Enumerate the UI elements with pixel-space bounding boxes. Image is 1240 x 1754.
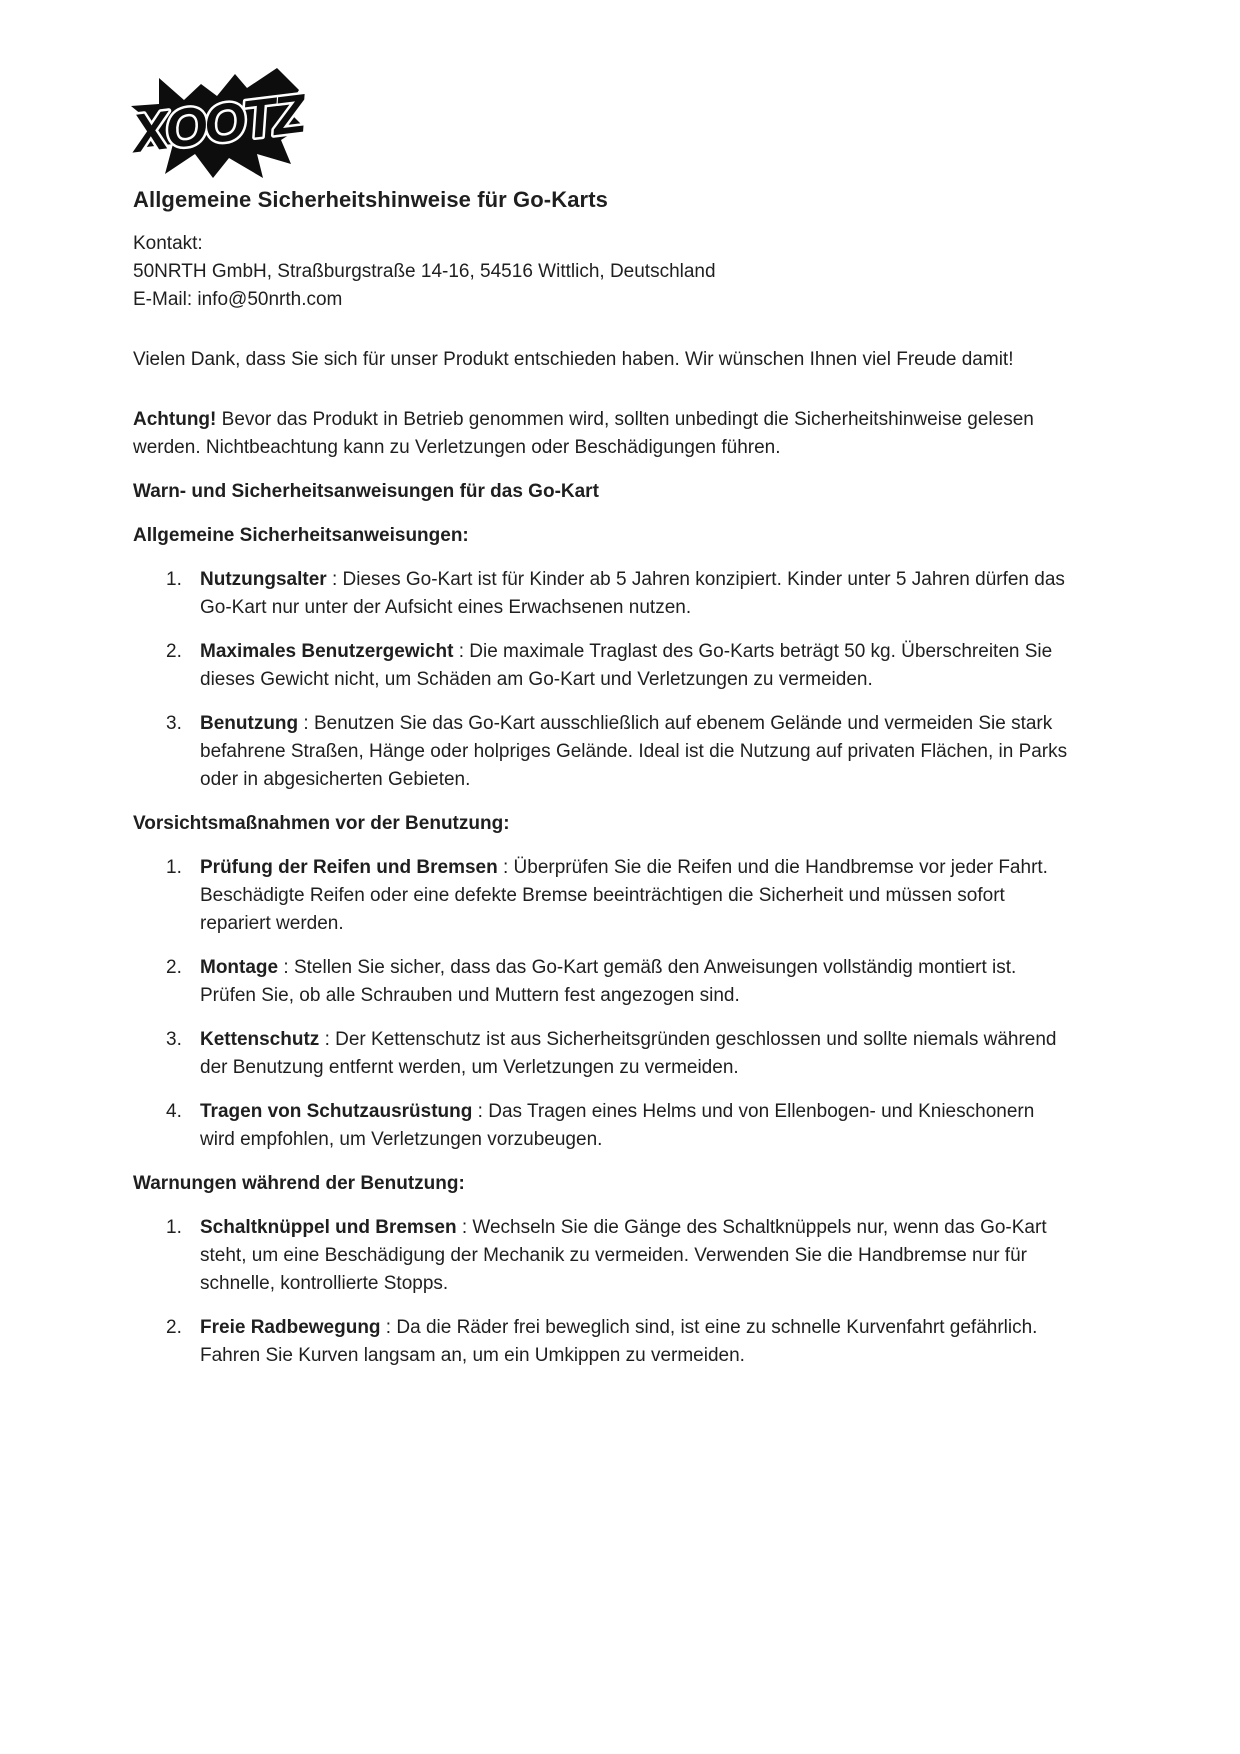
list-item xyxy=(133,954,1073,1010)
item-separator: : xyxy=(456,1217,473,1238)
list-item xyxy=(133,566,1073,622)
item-text: Wechseln Sie die Gänge des Schaltknüppels nur, wenn das Go-Kart steht, um eine Beschädigung der Mechanik zu vermeiden. Verwenden Sie die Handbremse nur für schnelle, kontrollierte Stopps. xyxy=(200,1217,1047,1294)
item-separator: : xyxy=(472,1101,489,1122)
thanks-paragraph: Vielen Dank, dass Sie sich für unser Produkt entschieden haben. Wir wünschen Ihnen viel Freude damit! xyxy=(133,349,1014,370)
section-heading: Warnungen während der Benutzung: xyxy=(133,1173,465,1194)
main-section-heading: Warn- und Sicherheitsanweisungen für das Go-Kart xyxy=(133,481,599,502)
item-term: Benutzung xyxy=(200,713,299,734)
numbered-list xyxy=(133,1214,1073,1370)
item-text: Stellen Sie sicher, dass das Go-Kart gemäß den Anweisungen vollständig montiert ist. Prüfen Sie, ob alle Schrauben und Muttern fest angezogen sind. xyxy=(200,957,1017,1006)
list-item xyxy=(133,1098,1073,1154)
item-separator: : xyxy=(326,569,343,590)
list-item xyxy=(133,1026,1073,1082)
item-term: Maximales Benutzergewicht xyxy=(200,641,454,662)
item-text: Der Kettenschutz ist aus Sicherheitsgründen geschlossen und sollte niemals während der Benutzung entfernt werden, um Verletzungen zu vermeiden. xyxy=(200,1029,1057,1078)
item-separator: : xyxy=(278,957,294,978)
item-term: Nutzungsalter xyxy=(200,569,327,590)
contact-label: Kontakt: xyxy=(133,233,203,254)
section-heading: Allgemeine Sicherheitsanweisungen: xyxy=(133,525,469,546)
item-term: Tragen von Schutzausrüstung xyxy=(200,1101,473,1122)
contact-address: 50NRTH GmbH, Straßburgstraße 14-16, 54516 Wittlich, Deutschland xyxy=(133,261,716,282)
list-item xyxy=(133,854,1073,938)
item-term: Montage xyxy=(200,957,279,978)
contact-block xyxy=(133,230,1073,314)
list-item xyxy=(133,710,1073,794)
list-item xyxy=(133,1314,1073,1370)
item-separator: : xyxy=(497,857,514,878)
item-separator: : xyxy=(319,1029,336,1050)
item-term: Freie Radbewegung xyxy=(200,1317,381,1338)
item-text: Die maximale Traglast des Go-Karts beträgt 50 kg. Überschreiten Sie dieses Gewicht nicht, um Schäden am Go-Kart und Verletzungen zu vermeiden. xyxy=(200,641,1053,690)
item-term: Kettenschutz xyxy=(200,1029,320,1050)
contact-email: E-Mail: info@50nrth.com xyxy=(133,289,343,310)
item-term: Schaltknüppel und Bremsen xyxy=(200,1217,457,1238)
item-text: Da die Räder frei beweglich sind, ist eine zu schnelle Kurvenfahrt gefährlich. Fahren Sie Kurven langsam an, um ein Umkippen zu vermeiden. xyxy=(200,1317,1038,1366)
xootz-logo xyxy=(127,64,309,182)
section-heading: Vorsichtsmaßnahmen vor der Benutzung: xyxy=(133,813,510,834)
xootz-logo-graphic xyxy=(127,64,309,182)
xootz-logo-text: XOOTZ xyxy=(128,83,307,165)
sections-container xyxy=(133,522,1107,1370)
warning-text: Bevor das Produkt in Betrieb genommen wird, sollten unbedingt die Sicherheitshinweise gelesen werden. Nichtbeachtung kann zu Verletzungen oder Beschädigungen führen. xyxy=(133,409,1034,458)
list-item xyxy=(133,638,1073,694)
item-separator: : xyxy=(298,713,314,734)
warning-label: Achtung! xyxy=(133,409,217,430)
item-text: Benutzen Sie das Go-Kart ausschließlich auf ebenem Gelände und vermeiden Sie stark befahrene Straßen, Hänge oder holpriges Gelände. Ideal ist die Nutzung auf privaten Flächen, in Parks oder in abgesicherten Gebieten. xyxy=(200,713,1068,790)
item-text: Überprüfen Sie die Reifen und die Handbremse vor jeder Fahrt. Beschädigte Reifen oder eine defekte Bremse beeinträchtigen die Sicherheit und müssen sofort repariert werden. xyxy=(200,857,1048,934)
numbered-list xyxy=(133,854,1073,1154)
page-title: Allgemeine Sicherheitshinweise für Go-Karts xyxy=(133,187,608,212)
item-term: Prüfung der Reifen und Bremsen xyxy=(200,857,498,878)
blank-line xyxy=(133,374,1107,406)
item-separator: : xyxy=(453,641,470,662)
list-item xyxy=(133,1214,1073,1298)
warning-paragraph xyxy=(133,406,1073,462)
item-text: Dieses Go-Kart ist für Kinder ab 5 Jahren konzipiert. Kinder unter 5 Jahren dürfen das Go-Kart nur unter der Aufsicht eines Erwachsenen nutzen. xyxy=(200,569,1065,618)
numbered-list xyxy=(133,566,1073,794)
blank-line xyxy=(133,314,1107,346)
item-text: Das Tragen eines Helms und von Ellenbogen- und Knieschonern wird empfohlen, um Verletzungen vorzubeugen. xyxy=(200,1101,1035,1150)
item-separator: : xyxy=(380,1317,397,1338)
